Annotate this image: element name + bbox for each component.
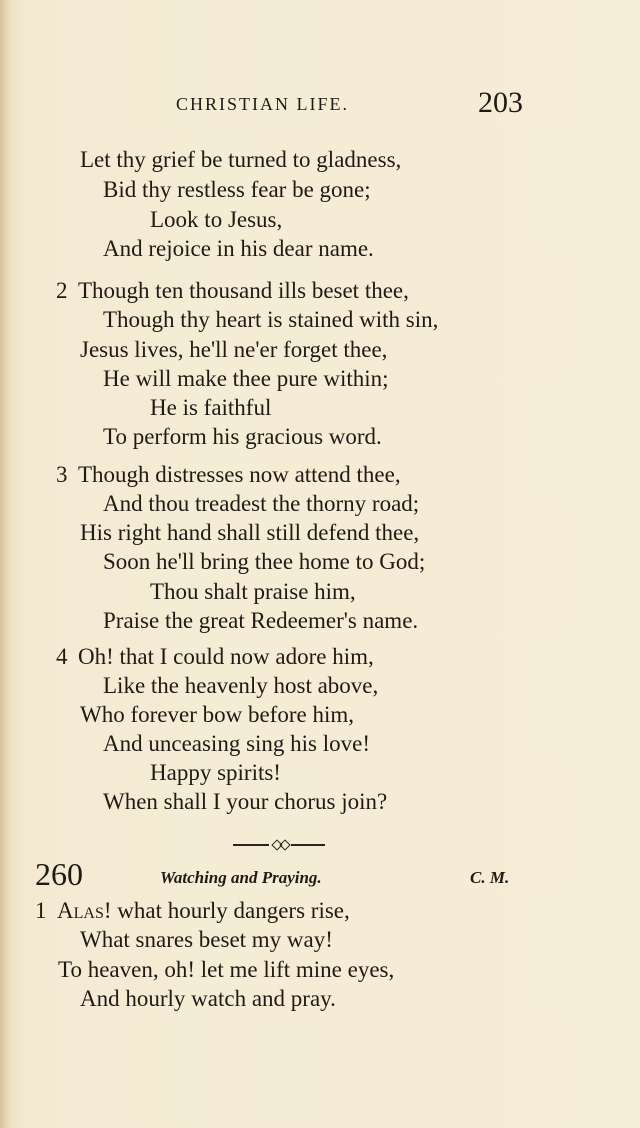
verse-line: Thou shalt praise him, bbox=[150, 579, 356, 604]
verse-line bbox=[56, 643, 374, 671]
divider-rule bbox=[233, 844, 269, 846]
hymn-meter: C. M. bbox=[470, 868, 510, 887]
verse-line: Praise the great Redeemer's name. bbox=[103, 608, 419, 633]
verse-line bbox=[35, 897, 350, 925]
verse-line: To perform his gracious word. bbox=[103, 424, 382, 449]
stanza-number: 3 bbox=[56, 462, 68, 487]
verse-line bbox=[56, 277, 409, 305]
verse-line: His right hand shall still defend thee, bbox=[80, 520, 420, 545]
verse-line: What snares beset my way! bbox=[80, 927, 333, 952]
hymn-title: Watching and Praying. bbox=[160, 868, 322, 887]
verse-line: And hourly watch and pray. bbox=[80, 986, 336, 1011]
stanza-number: 4 bbox=[56, 644, 68, 669]
verse-line: Let thy grief be turned to gladness, bbox=[80, 147, 402, 172]
verse-line: Look to Jesus, bbox=[150, 207, 283, 232]
verse-line: And thou treadest the thorny road; bbox=[103, 491, 420, 516]
verse-line bbox=[56, 461, 401, 489]
running-title: CHRISTIAN LIFE. bbox=[176, 94, 349, 114]
verse-line: He will make thee pure within; bbox=[103, 366, 389, 391]
verse-line: Who forever bow before him, bbox=[80, 702, 354, 727]
verse-line: Bid thy restless fear be gone; bbox=[103, 177, 371, 202]
hymn-number: 260 bbox=[35, 856, 83, 892]
divider-rule bbox=[291, 844, 325, 846]
verse-line: He is faithful bbox=[150, 395, 272, 420]
ornamental-divider bbox=[233, 842, 325, 848]
verse-line: Like the heavenly host above, bbox=[103, 673, 379, 698]
divider-diamond-icon bbox=[279, 839, 290, 850]
verse-line: Soon he'll bring thee home to God; bbox=[103, 549, 426, 574]
verse-text: Though distresses now attend thee, bbox=[78, 462, 401, 487]
verse-text: Oh! that I could now adore him, bbox=[78, 644, 374, 669]
verse-line: And rejoice in his dear name. bbox=[103, 236, 374, 261]
verse-line: Happy spirits! bbox=[150, 760, 281, 785]
stanza-number: 2 bbox=[56, 278, 68, 303]
page-number: 203 bbox=[478, 86, 523, 119]
verse-text: ! what hourly dangers rise, bbox=[103, 898, 350, 923]
verse-line: To heaven, oh! let me lift mine eyes, bbox=[58, 957, 395, 982]
verse-line: Though thy heart is stained with sin, bbox=[103, 307, 439, 332]
verse-text: Though ten thousand ills beset thee, bbox=[78, 278, 409, 303]
stanza-number: 1 bbox=[35, 898, 47, 923]
verse-line: Jesus lives, he'll ne'er forget thee, bbox=[80, 337, 388, 362]
verse-line: And unceasing sing his love! bbox=[103, 731, 371, 756]
verse-line: When shall I your chorus join? bbox=[103, 789, 388, 814]
page-header bbox=[0, 86, 640, 126]
verse-first-word: Alas bbox=[57, 898, 104, 923]
page-gutter-shadow bbox=[0, 0, 10, 1128]
